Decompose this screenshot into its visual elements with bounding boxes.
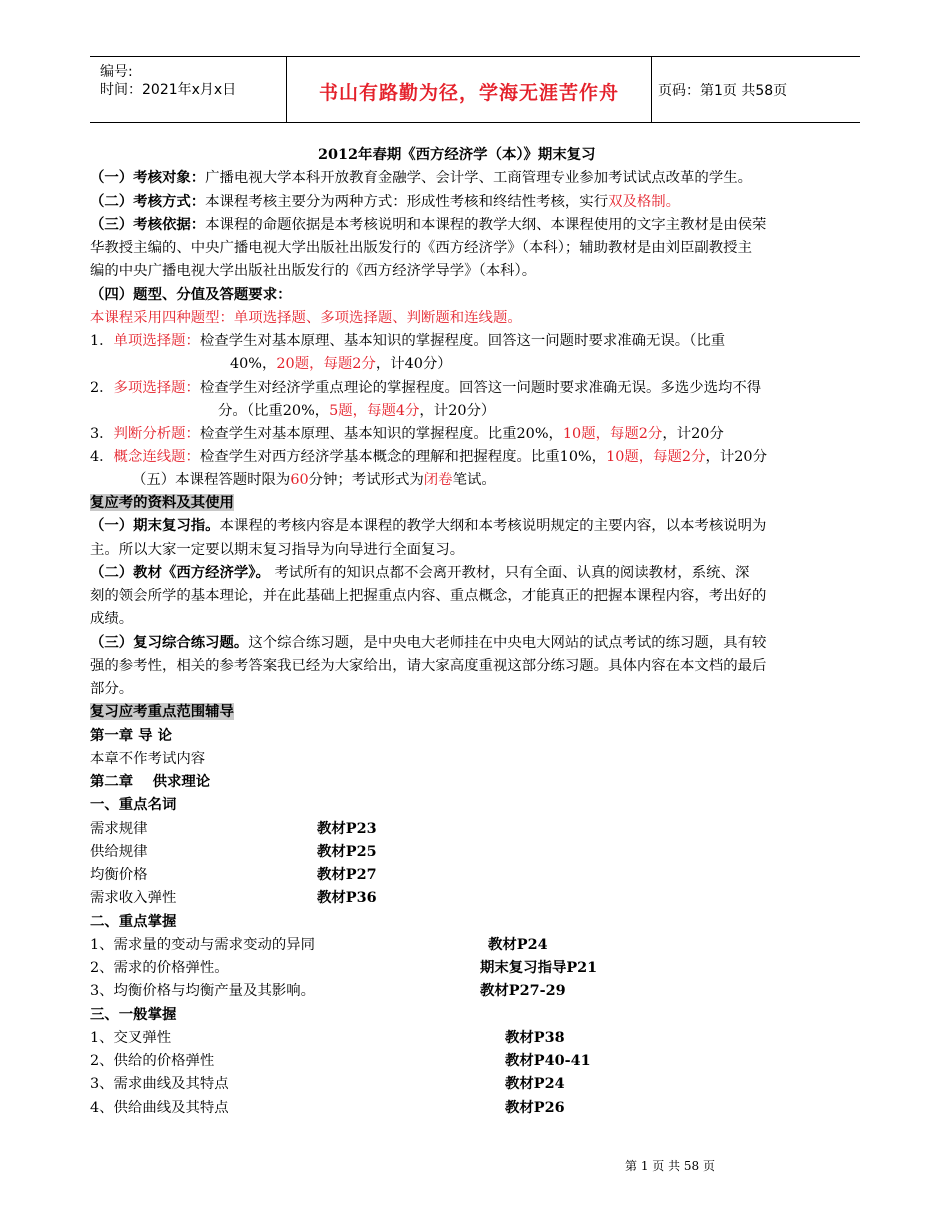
motto: 书山有路勤为径，学海无涯苦作舟 bbox=[318, 82, 619, 104]
list-item: 均衡价格 bbox=[90, 867, 148, 883]
q2-cont-b: ，计20分） bbox=[419, 403, 496, 419]
list-item: 1、交叉弹性 bbox=[90, 1030, 172, 1046]
list-item: 2、供给的价格弹性 bbox=[90, 1053, 215, 1069]
q2-text: 检查学生对经济学重点理论的掌握程度。回答这一问题时要求准确无误。多选少选均不得 bbox=[199, 380, 762, 396]
s5-red-1: 60 bbox=[290, 472, 309, 488]
q3-end: ，计20分 bbox=[662, 426, 724, 442]
section-1 bbox=[90, 168, 752, 188]
section-3 bbox=[90, 215, 766, 235]
section-key-terms-title: 一、重点名词 bbox=[90, 796, 177, 813]
q4-num: 4． bbox=[90, 449, 114, 465]
materials-heading-row bbox=[90, 493, 234, 513]
section-2-text: 本课程考核主要分为两种方式：形成性考核和终结性考核，实行 bbox=[205, 194, 609, 210]
q2-num: 2． bbox=[90, 380, 114, 396]
section-3-text-1: 本课程的命题依据是本考核说明和本课程的教学大纲、本课程使用的文字主教材是由侯荣 bbox=[205, 217, 767, 233]
document-header bbox=[90, 56, 860, 123]
chapter-1-note: 本章不作考试内容 bbox=[90, 751, 206, 767]
section-key-points-title: 二、重点掌握 bbox=[90, 913, 177, 930]
q1-text: 检查学生对基本原理、基本知识的掌握程度。回答这一问题时要求准确无误。（比重 bbox=[199, 333, 726, 349]
q2-cont-a: 分。（比重20%， bbox=[218, 403, 330, 419]
q3-num: 3． bbox=[90, 426, 114, 442]
section-3-label: （三）考核依据： bbox=[90, 216, 206, 233]
m2-text-2: 刻的领会所学的基本理论，并在此基础上把握重点内容、重点概念，才能真正的把握本课程内容，考出好的 bbox=[90, 588, 767, 604]
list-item-ref: 教材P40-41 bbox=[505, 1052, 591, 1069]
q3-red: 10题，每题2分 bbox=[562, 426, 663, 442]
q1-cont-red: 20题，每题2分 bbox=[276, 356, 376, 372]
m1-text-2: 主。所以大家一定要以期末复习指导为向导进行全面复习。 bbox=[90, 542, 465, 558]
list-item: 2、需求的价格弹性。 bbox=[90, 960, 229, 976]
q4-end: ，计20分 bbox=[705, 449, 767, 465]
page-footer: 第 1 页 共 58 页 bbox=[625, 1159, 715, 1173]
time-label: 时间：2021年x月x日 bbox=[100, 82, 237, 98]
section-1-label: （一）考核对象： bbox=[90, 169, 206, 186]
q2-cont-red: 5题，每题4分 bbox=[329, 403, 420, 419]
list-item-ref: 教材P23 bbox=[317, 820, 377, 837]
material-2 bbox=[90, 563, 749, 583]
q3-text: 检查学生对基本原理、基本知识的掌握程度。比重20%， bbox=[199, 426, 563, 442]
section-4-intro: 本课程采用四种题型：单项选择题、多项选择题、判断题和连线题。 bbox=[90, 310, 522, 326]
material-3 bbox=[90, 633, 766, 653]
m2-text-3: 成绩。 bbox=[90, 611, 134, 627]
section-4-label: （四）题型、分值及答题要求： bbox=[90, 286, 292, 303]
m1-text-1: 本课程的考核内容是本课程的教学大纲和本考核说明规定的主要内容，以本考核说明为 bbox=[219, 518, 767, 534]
question-type-4 bbox=[90, 447, 767, 467]
s5-a: （五）本课程答题时限为 bbox=[132, 472, 291, 488]
q4-red: 10题，每题2分 bbox=[606, 449, 706, 465]
chapter-1-title: 第一章 导 论 bbox=[90, 727, 172, 744]
q2-name: 多项选择题： bbox=[113, 380, 200, 396]
material-1 bbox=[90, 516, 766, 536]
section-5 bbox=[132, 470, 496, 490]
scope-heading-row bbox=[90, 702, 234, 722]
header-meta-cell bbox=[90, 57, 286, 122]
section-2-red: 双及格制。 bbox=[608, 194, 681, 210]
list-item-ref: 期末复习指导P21 bbox=[480, 959, 598, 976]
q4-name: 概念连线题： bbox=[113, 449, 200, 465]
section-2 bbox=[90, 192, 680, 212]
q1-num: 1． bbox=[90, 333, 114, 349]
s5-red-2: 闭卷 bbox=[423, 472, 453, 488]
list-item: 需求收入弹性 bbox=[90, 890, 177, 906]
m3-text-3: 部分。 bbox=[90, 681, 134, 697]
q1-cont-a: 40%， bbox=[230, 356, 277, 372]
m1-label: （一）期末复习指。 bbox=[90, 517, 220, 534]
header-page-cell bbox=[650, 57, 860, 122]
question-type-3 bbox=[90, 424, 724, 444]
m2-text-1: 考试所有的知识点都不会离开教材，只有全面、认真的阅读教材，系统、深 bbox=[269, 565, 750, 581]
section-3-text-3: 编的中央广播电视大学出版社出版发行的《西方经济学导学》（本科）。 bbox=[90, 263, 537, 279]
materials-heading: 复应考的资料及其使用 bbox=[90, 494, 234, 511]
list-item-ref: 教材P27-29 bbox=[480, 982, 566, 999]
section-1-text: 广播电视大学本科开放教育金融学、会计学、工商管理专业参加考试试点改革的学生。 bbox=[205, 170, 752, 186]
list-item: 3、均衡价格与均衡产量及其影响。 bbox=[90, 983, 316, 999]
q1-name: 单项选择题： bbox=[113, 333, 200, 349]
list-item-ref: 教材P38 bbox=[505, 1029, 565, 1046]
chapter-2-title: 第二章 供求理论 bbox=[90, 773, 211, 790]
question-type-2 bbox=[90, 378, 761, 398]
s5-c: 笔试。 bbox=[452, 472, 496, 488]
header-motto-cell bbox=[286, 57, 652, 122]
list-item: 1、需求量的变动与需求变动的异同 bbox=[90, 937, 316, 953]
m3-label: （三）复习综合练习题。 bbox=[90, 634, 249, 651]
list-item-ref: 教材P26 bbox=[505, 1099, 565, 1116]
list-item-ref: 教材P24 bbox=[488, 936, 548, 953]
section-2-label: （二）考核方式： bbox=[90, 193, 206, 210]
m3-text-2: 强的参考性，相关的参考答案我已经为大家给出，请大家高度重视这部分练习题。具体内容在本文档的最后 bbox=[90, 658, 767, 674]
question-type-1 bbox=[90, 331, 725, 351]
s5-b: 分钟；考试形式为 bbox=[308, 472, 424, 488]
list-item-ref: 教材P27 bbox=[317, 866, 377, 883]
q1-cont bbox=[230, 354, 452, 374]
list-item: 3、需求曲线及其特点 bbox=[90, 1076, 229, 1092]
number-label: 编号: bbox=[100, 64, 133, 80]
section-general-title: 三、一般掌握 bbox=[90, 1006, 177, 1023]
list-item: 需求规律 bbox=[90, 821, 148, 837]
list-item-ref: 教材P25 bbox=[317, 843, 377, 860]
q1-cont-b: ，计40分） bbox=[375, 356, 452, 372]
list-item-ref: 教材P24 bbox=[505, 1075, 565, 1092]
q2-cont bbox=[218, 401, 495, 421]
m2-label: （二）教材《西方经济学》。 bbox=[90, 564, 270, 581]
page-info: 页码：第1页 共58页 bbox=[658, 83, 788, 99]
q4-text: 检查学生对西方经济学基本概念的理解和把握程度。比重10%， bbox=[199, 449, 607, 465]
scope-heading: 复习应考重点范围辅导 bbox=[90, 703, 234, 720]
list-item: 供给规律 bbox=[90, 844, 148, 860]
section-3-text-2: 华教授主编的、中央广播电视大学出版社出版发行的《西方经济学》（本科）；辅助教材是由刘臣副教授主 bbox=[90, 240, 752, 256]
list-item: 4、供给曲线及其特点 bbox=[90, 1100, 229, 1116]
list-item-ref: 教材P36 bbox=[317, 889, 377, 906]
m3-text-1: 这个综合练习题，是中央电大老师挂在中央电大网站的试点考试的练习题，具有较 bbox=[248, 635, 767, 651]
doc-title: 2012年春期《西方经济学（本）》期末复习 bbox=[318, 146, 596, 163]
q3-name: 判断分析题： bbox=[113, 426, 200, 442]
